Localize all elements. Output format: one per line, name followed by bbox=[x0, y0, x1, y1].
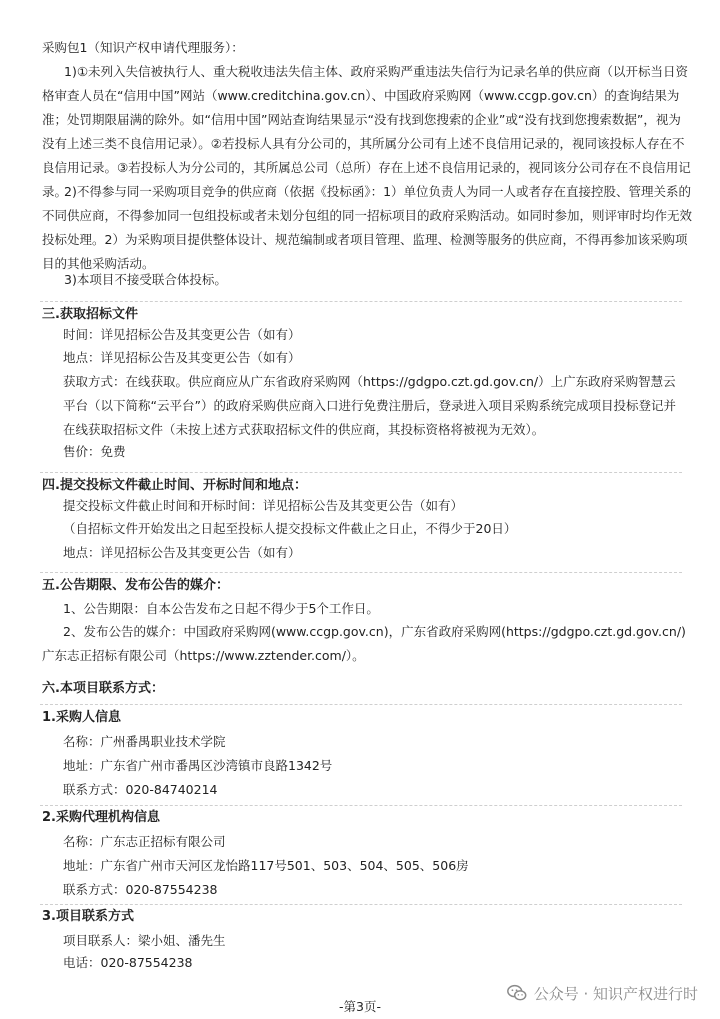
section-3-title: 三.获取招标文件 bbox=[42, 307, 138, 322]
s3-price: 售价：免费 bbox=[63, 444, 126, 459]
purchaser-address: 地址：广东省广州市番禺区沙湾镇市良路1342号 bbox=[63, 758, 333, 773]
section-4-title: 四.提交投标文件截止时间、开标时间和地点： bbox=[42, 478, 307, 493]
project-contact-phone: 电话：020-87554238 bbox=[63, 955, 193, 970]
purchaser-contact: 联系方式：020-84740214 bbox=[63, 782, 218, 797]
project-contact-title: 3.项目联系方式 bbox=[42, 909, 134, 924]
divider bbox=[40, 301, 682, 302]
divider bbox=[40, 704, 682, 705]
agency-contact: 联系方式：020-87554238 bbox=[63, 882, 218, 897]
s3-time: 时间：详见招标公告及其变更公告（如有） bbox=[63, 327, 301, 342]
agency-address: 地址：广东省广州市天河区龙怡路117号501、503、504、505、506房 bbox=[63, 858, 469, 873]
page-number: -第3页- bbox=[339, 999, 381, 1014]
s4-place: 地点：详见招标公告及其变更公告（如有） bbox=[63, 545, 301, 560]
clause-1: 1)①未列入失信被执行人、重大税收违法失信主体、政府采购严重违法失信行为记录名单的供应商（以开标当日资格审查人员在“信用中国”网站（www.creditchina.gov.cn）、中国政府采购网（www.ccgp.gov.cn）的查询结果为准；处罚期限届满的除外。如“信用中国”网站查询结果显示“没有找到您搜索的企业”或“没有找到您搜索数据”，视为没有上述三类不良信用记录）。②若投标人具有分公司的，其所属分公司有上述不良信用记录的，视同该投标人存在不良信用记录。③若投标人为分公司的，其所属总公司（总所）存在上述不良信用记录的，视同该分公司存在不良信用记录。 bbox=[42, 64, 691, 199]
section-6-title: 六.本项目联系方式： bbox=[42, 681, 164, 696]
s4-deadline: 提交投标文件截止时间和开标时间：详见招标公告及其变更公告（如有） bbox=[63, 498, 464, 513]
agency-name: 名称：广东志正招标有限公司 bbox=[63, 834, 226, 849]
s5-period: 1、公告期限：自本公告发布之日起不得少于5个工作日。 bbox=[63, 601, 379, 616]
watermark-text: 公众号 · 知识产权进行时 bbox=[533, 984, 698, 1003]
project-contact-person: 项目联系人：梁小姐、潘先生 bbox=[63, 933, 226, 948]
s4-note: （自招标文件开始发出之日起至投标人提交投标文件截止之日止，不得少于20日） bbox=[63, 521, 517, 536]
section-5-title: 五.公告期限、发布公告的媒介： bbox=[42, 578, 229, 593]
purchaser-name: 名称：广州番禺职业技术学院 bbox=[63, 734, 226, 749]
agency-title: 2.采购代理机构信息 bbox=[42, 810, 160, 825]
divider bbox=[40, 472, 682, 473]
divider bbox=[40, 904, 682, 905]
s5-media: 2、发布公告的媒介：中国政府采购网(www.ccgp.gov.cn)，广东省政府采购网(https://gdgpo.czt.gd.gov.cn/)广东志正招标有限公司（https://www.zztender.com/）。 bbox=[42, 624, 686, 663]
divider bbox=[40, 572, 682, 573]
divider bbox=[40, 805, 682, 806]
package-title: 采购包1（知识产权申请代理服务）： bbox=[42, 40, 244, 55]
clause-3: 3)本项目不接受联合体投标。 bbox=[64, 272, 227, 287]
clause-2: 2)不得参与同一采购项目竞争的供应商（依据《投标函》：1）单位负责人为同一人或者存在直接控股、管理关系的不同供应商，不得参加同一包组投标或者未划分包组的同一招标项目的政府采购活动。如同时参加，则评审时均作无效投标处理。2）为采购项目提供整体设计、规范编制或者项目管理、监理、检测等服务的供应商，不得再参加该采购项目的其他采购活动。 bbox=[42, 184, 693, 271]
purchaser-title: 1.采购人信息 bbox=[42, 710, 121, 725]
s3-place: 地点：详见招标公告及其变更公告（如有） bbox=[63, 350, 301, 365]
s3-method: 获取方式：在线获取。供应商应从广东省政府采购网（https://gdgpo.czt.gd.gov.cn/）上广东政府采购智慧云平台（以下简称“云平台”）的政府采购供应商入口进行免费注册后，登录进入项目采购系统完成项目投标登记并在线获取招标文件（未按上述方式获取招标文件的供应商，其投标资格将被视为无效）。 bbox=[63, 374, 676, 437]
